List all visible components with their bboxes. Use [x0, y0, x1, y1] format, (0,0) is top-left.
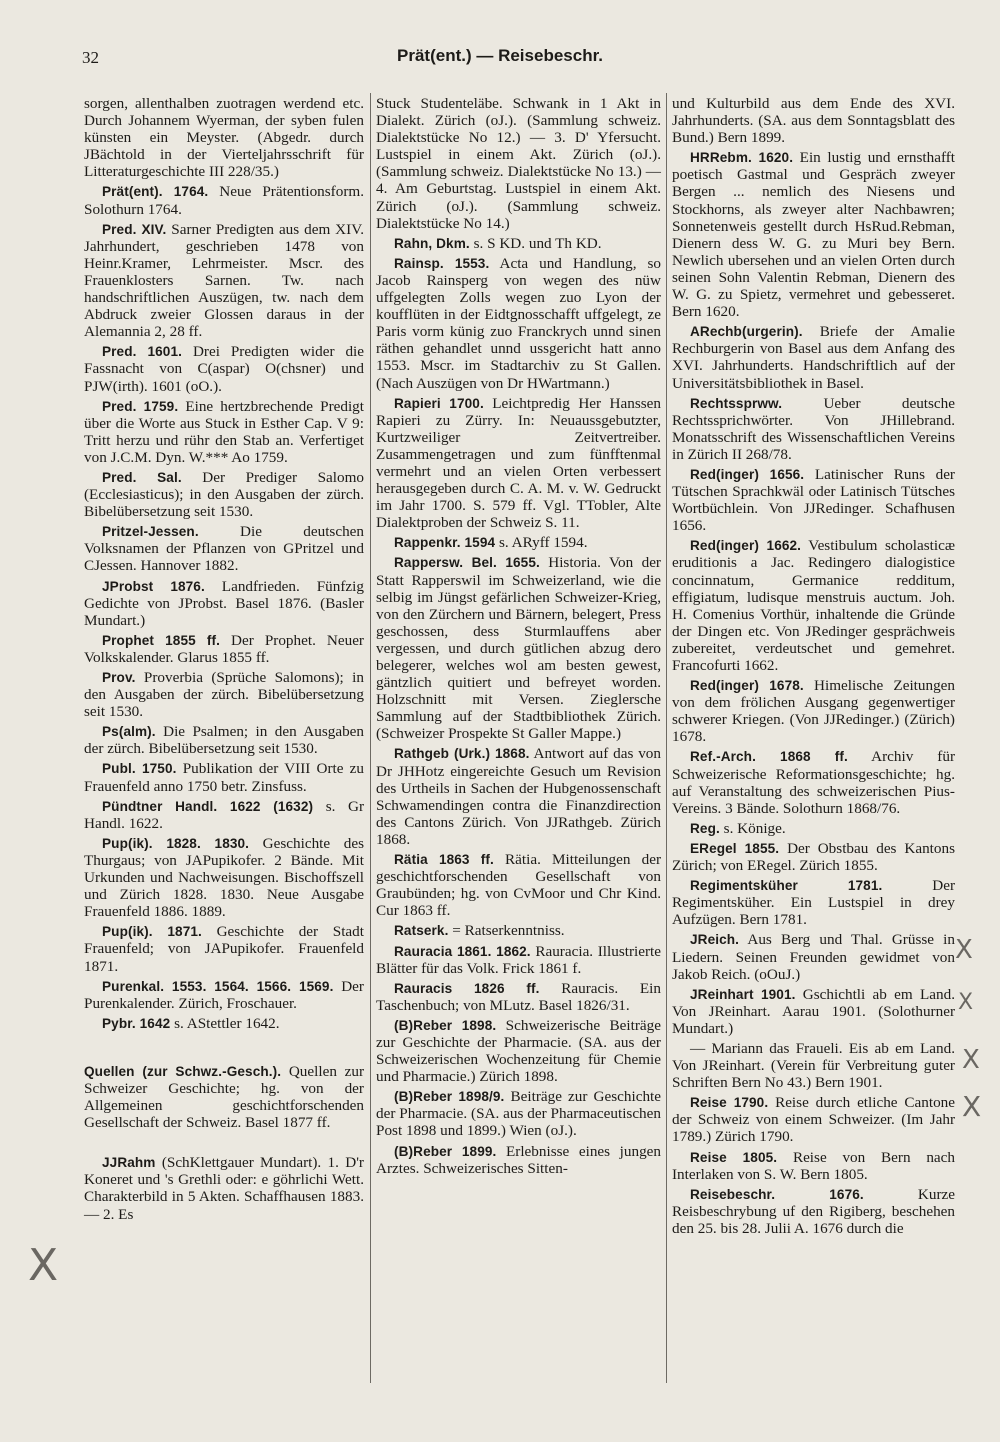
dictionary-entry: [672, 537, 955, 674]
entry-keyword: Red(inger) 1662.: [690, 538, 802, 554]
entry-text: Archiv für Schweizerische Reformationsgeschichte; hg. auf Veranstaltung des schweizerischen Pius-Vereins. 3 Bände. Solothurn 1868/76.: [672, 748, 956, 817]
entry-keyword: Ref.-Arch. 1868 ff.: [690, 749, 848, 765]
dictionary-entry: [84, 183, 364, 217]
entry-keyword: (B)Reber 1898/9.: [394, 1089, 505, 1105]
entry-text: Rauracis. Ein Taschenbuch; von MLutz. Basel 1826/31.: [376, 979, 661, 1014]
entry-text: Der Regimentsküher. Ein Lustspiel in drey Aufzügen. Bern 1781.: [672, 877, 956, 929]
dictionary-entry: [84, 835, 364, 920]
entry-text: = Ratserkenntniss.: [452, 922, 565, 940]
entry-text: Publikation der VIII Orte zu Frauenfeld anno 1750 betr. Zinsfuss.: [84, 760, 364, 795]
entry-text: Der Obstbau des Kantons Zürich; von ERegel. Zürich 1855.: [672, 839, 955, 875]
dictionary-entry: [672, 466, 955, 534]
entry-keyword: Pup(ik). 1828. 1830.: [102, 835, 250, 851]
entry-keyword: (B)Reber 1898.: [394, 1017, 497, 1033]
entry-text: Sarner Predigten aus dem XIV. Jahrhundert, geschrieben 1478 von Heinr.Kramer, Lehrmeister. Mscr. des Frauenklosters Sarnen. Tw. nach handschriftlichen Auszügen, tw. nach dem Abdruck zweier Glossen daraus in der Alemannia 2, 28 ff.: [84, 220, 364, 341]
handwritten-x-mark: X: [962, 1045, 980, 1075]
entry-keyword: Pritzel-Jessen.: [102, 524, 199, 540]
dictionary-entry: [672, 1094, 955, 1145]
dictionary-entry: [672, 677, 955, 745]
dictionary-entry: [376, 255, 661, 392]
dictionary-entry: [672, 1040, 955, 1091]
entry-keyword: Pred. 1759.: [102, 398, 179, 414]
entry-keyword: JReinhart 1901.: [690, 986, 796, 1002]
dictionary-entry: [376, 554, 661, 742]
dictionary-entry: [672, 931, 955, 982]
entry-text: (SchKlettgauer Mundart). 1. D'r Koneret und 's Grethli oder: e göhrlichi Wett. Charakterbild in 5 Akten. Schaffhausen 1883. — 2. Es: [84, 1154, 364, 1223]
dictionary-entry: [672, 95, 955, 146]
handwritten-x-mark: X: [962, 1090, 982, 1123]
dictionary-entry: [84, 469, 364, 520]
section-gap: [84, 1035, 364, 1063]
entry-text: s. Könige.: [723, 819, 786, 837]
entry-text: Reise von Bern nach Interlaken von S. W. Bern 1805.: [672, 1148, 955, 1183]
entry-keyword: Rappersw. Bel. 1655.: [394, 555, 540, 571]
entry-keyword: Pündtner Handl. 1622 (1632): [102, 798, 314, 814]
dictionary-entry: [672, 986, 955, 1037]
dictionary-entry: [84, 632, 364, 666]
entry-text: s. ARyff 1594.: [498, 534, 588, 552]
dictionary-entry: [84, 723, 364, 757]
entry-text: Ueber deutsche Rechtssprichwörter. Von JHillebrand. Monatsschrift des Wissenschaftlichen Vereins in Zürich II 268/78.: [672, 394, 955, 463]
dictionary-entry: [84, 1015, 364, 1032]
handwritten-x-mark: X: [955, 935, 973, 965]
entry-keyword: Pred. XIV.: [102, 221, 167, 237]
dictionary-entry: [376, 851, 661, 919]
dictionary-entry: [376, 922, 661, 939]
dictionary-entry: [672, 820, 955, 837]
dictionary-entry: [84, 343, 364, 394]
dictionary-entry: [84, 523, 364, 574]
entry-keyword: Red(inger) 1678.: [690, 678, 804, 694]
dictionary-entry: [376, 1017, 661, 1085]
dictionary-entry: [84, 578, 364, 629]
entry-text: Der Prophet. Neuer Volkskalender. Glarus 1855 ff.: [84, 631, 364, 666]
running-head: Prät(ent.) — Reisebeschr.: [397, 46, 603, 65]
entry-text: Erlebnisse eines jungen Arztes. Schweizerisches Sitten-: [376, 1142, 661, 1177]
dictionary-entry: [672, 877, 955, 928]
entry-text: Quellen zur Schweizer Geschichte; hg. von der Allgemeinen geschichtforschenden Gesellschaft der Schweiz. Basel 1877 ff.: [84, 1062, 364, 1132]
entry-keyword: Publ. 1750.: [102, 761, 177, 777]
entry-keyword: Rätia 1863 ff.: [394, 852, 494, 868]
entry-keyword: Reise 1805.: [690, 1149, 778, 1165]
entry-text: Aus Berg und Thal. Grüsse in Liedern. Seinen Freunden gewidmet von Jakob Reich. (oOuJ.): [672, 931, 955, 983]
entry-text: Latinischer Runs der Tütschen Sprachkwäl oder Latinisch Tütsches Wortbüchlein. Von JJRedinger. Schafhusen 1656.: [672, 465, 955, 535]
dictionary-entry: [84, 798, 364, 832]
entry-text: Himelische Zeitungen von dem frölichen Ausgang gegenwertiger schwerer Kriegen. (Von JJRedinger.) (Zürich) 1678.: [672, 677, 955, 746]
entry-text: Beiträge zur Geschichte der Pharmacie. (SA. aus der Pharmaceutischen Post 1898 und 1899.) Wien (oJ.).: [376, 1088, 662, 1140]
entry-keyword: Reisebeschr. 1676.: [690, 1186, 864, 1202]
entry-keyword: JJRahm: [102, 1155, 156, 1171]
entry-keyword: Rauracia 1861. 1862.: [394, 943, 531, 959]
dictionary-entry: [84, 1154, 364, 1222]
dictionary-entry: [376, 1143, 661, 1177]
entry-keyword: Rathgeb (Urk.) 1868.: [394, 746, 530, 762]
entry-keyword: Purenkal. 1553. 1564. 1566. 1569.: [102, 978, 334, 994]
dictionary-entry: [672, 1186, 955, 1237]
entry-text: Die Psalmen; in den Ausgaben der zürch. Bibelübersetzung seit 1530.: [84, 723, 364, 758]
entry-keyword: Reg.: [690, 820, 720, 836]
dictionary-entry: [376, 943, 661, 977]
entry-keyword: Rahn, Dkm.: [394, 235, 470, 251]
dictionary-entry: [376, 395, 661, 532]
entry-keyword: ERegel 1855.: [690, 840, 780, 856]
entry-text: Proverbia (Sprüche Salomons); in den Ausgaben der zürch. Bibelübersetzung seit 1530.: [84, 669, 364, 721]
entry-keyword: ARechb(urgerin).: [690, 324, 803, 340]
entry-text: Die deutschen Volksnamen der Pflanzen von GPritzel und CJessen. Hannover 1882.: [84, 523, 365, 575]
entry-keyword: Pred. 1601.: [102, 344, 183, 360]
entry-text: Kurze Reisbeschrybung uf den Rigiberg, beschehen den 25. bis 28. Julii A. 1676 durch die: [672, 1185, 955, 1237]
dictionary-entry: [84, 923, 364, 974]
entry-text: Der Prediger Salomo (Ecclesiasticus); in den Ausgaben der zürch. Bibelübersetzung seit 1530.: [84, 468, 365, 521]
entry-keyword: Rauracis 1826 ff.: [394, 980, 540, 996]
dictionary-entry: [672, 323, 955, 391]
entry-keyword: Rainsp. 1553.: [394, 255, 490, 271]
entry-text: Antwort auf das von Dr JHHotz eingereichte Gesuch um Revision des Urtheils in Sachen der Hubgenossenschaft Schwamendingen contra die Finanzdirection des Cantons Zürich. Von JJRathgeb. Zürich 1868.: [376, 745, 661, 848]
dictionary-entry: [376, 745, 661, 848]
entry-text: Leichtpredig Her Hanssen Rapieri zu Zürry. In: Neuaussgebutzter, Kurtzweiliger Zeitvertreiber. Zusammengetragen und zum fünfftenmal vermehrt und an vielen Orten verbessert herausgegeben durch C. A. M. v. W. Gedruckt im Jahr 1700. S. 579 ff. Vgl. TTobler, Alte Dialektproben der Schweiz S. 11.: [376, 394, 661, 532]
entry-keyword: Prät(ent). 1764.: [102, 184, 209, 200]
entry-keyword: Quellen (zur Schwz.-Gesch.).: [84, 1063, 282, 1079]
dictionary-entry: [672, 840, 955, 874]
entry-keyword: Regimentsküher 1781.: [690, 878, 883, 894]
entry-text: Rauracia. Illustrierte Blätter für das Volk. Frick 1861 f.: [376, 942, 661, 977]
entry-text: — Mariann das Fraueli. Eis ab em Land. Von JReinhart. (Verein für Verbreitung guter Schriften Bern No 43.) Bern 1901.: [672, 1039, 955, 1092]
entry-text: Landfrieden. Fünfzig Gedichte von JProbst. Basel 1876. (Basler Mundart.): [84, 577, 364, 629]
column-rule: [666, 93, 667, 1383]
entry-keyword: Red(inger) 1656.: [690, 466, 805, 482]
entry-keyword: Rappenkr. 1594: [394, 535, 496, 551]
entry-text: Eine hertzbrechende Predigt über die Worte aus Stuck in Esther Cap. V 9: Tritt herzu und rühr den Stab an. Verfertiget von J.C.M. Dyn. W.*** Ao 1759.: [84, 397, 364, 466]
entry-keyword: Reise 1790.: [690, 1095, 769, 1111]
entry-text: Geschichte der Stadt Frauenfeld; von JAPupikofer. Frauenfeld 1871.: [84, 923, 364, 975]
entry-text: Reise durch etliche Cantone der Schweiz von einem Schweizer. (Im Jahr 1789.) Zürich 1790.: [672, 1094, 955, 1146]
entry-text: Ein lustig und ernsthafft poetisch Gastmal und Gespräch zweyer Bergen ... nemlich des Niesens und Stockhorns, als zweyer alter Nachbawren; Sonnetenweis gestellt durch HsRud.Rebman, Dienern dess W. G. zu Muri bey Bern. Newlich ubersehen und an vielen Orten durch seinen Sohn Valentin Rebman, Dienern des W. G. zu Spietz, vermehret und gebesseret. Bern 1620.: [672, 149, 955, 321]
entry-keyword: Pybr. 1642: [102, 1015, 171, 1031]
dictionary-entry: [376, 95, 661, 232]
entry-text: Briefe der Amalie Rechburgerin von Basel aus dem Anfang des XVI. Jahrhunderts. Handschriftlich auf der Universitätsbibliothek in Basel.: [672, 323, 956, 392]
dictionary-entry: [84, 95, 364, 180]
entry-text: s. Gr Handl. 1622.: [84, 797, 364, 832]
entry-text: Der Purenkalender. Zürich, Froschauer.: [84, 977, 364, 1012]
entry-keyword: Prov.: [102, 670, 136, 685]
dictionary-entry: [84, 978, 364, 1012]
page-number: 32: [82, 48, 99, 67]
dictionary-entry: [672, 1149, 955, 1183]
dictionary-entry: [672, 149, 955, 320]
entry-keyword: (B)Reber 1899.: [394, 1143, 497, 1159]
dictionary-entry: [672, 748, 955, 816]
entry-text: Neue Prätentionsform. Solothurn 1764.: [84, 183, 365, 218]
entry-keyword: Rapieri 1700.: [394, 395, 484, 411]
dictionary-entry: [376, 235, 661, 252]
entry-text: s. S KD. und Th KD.: [473, 234, 602, 252]
dictionary-entry: [84, 221, 364, 341]
dictionary-entry: [84, 760, 364, 794]
dictionary-entry: [84, 398, 364, 466]
column-1: [84, 95, 364, 1226]
entry-keyword: JProbst 1876.: [102, 578, 205, 594]
entry-keyword: Rechtssprww.: [690, 395, 783, 411]
handwritten-x-mark: X: [28, 1240, 59, 1291]
entry-keyword: Pup(ik). 1871.: [102, 924, 202, 940]
dictionary-entry: [376, 980, 661, 1014]
entry-text: Vestibulum scholasticæ eruditionis a Jac. Redingero dialogistice concinnatum, Germanice redditum, effigiatum, ludisque menstruis auctum. Joh. H. Comenius Vorthür, inhaltende die Gründe der Dingen etc. Von JRedinger gesprächweis zubereitet, verdeutschet und gemehret. Francofurti 1662.: [672, 537, 955, 674]
entry-keyword: Ratserk.: [394, 923, 449, 939]
section-gap: [84, 1134, 364, 1154]
column-2: [376, 95, 661, 1180]
column-3: [672, 95, 955, 1240]
entry-keyword: Pred. Sal.: [102, 469, 182, 485]
dictionary-entry: [672, 395, 955, 463]
entry-text: Stuck Studenteläbe. Schwank in 1 Akt in Dialekt. Zürich (oJ.). (Sammlung schweiz. Dialektstücke No 12.) — 3. D' Yfersucht. Lustspiel in einem Akt. Zürich (oJ.). (Sammlung schweiz. Dialektstücke No 13.) — 4. Am Geburtstag. Lustspiel in einem Akt. Zürich (oJ.). (Sammlung schweiz. Dialektstücke No 14.): [376, 95, 661, 232]
entry-text: s. AStettler 1642.: [174, 1014, 280, 1032]
entry-keyword: Prophet 1855 ff.: [102, 632, 221, 648]
entry-text: Gschichtli ab em Land. Von JReinhart. Aarau 1901. (Solothurner Mundart.): [672, 985, 955, 1037]
dictionary-entry: [84, 669, 364, 720]
entry-text: Schweizerische Beiträge zur Geschichte der Pharmacie. (SA. aus der Schweizerischen Wochenzeitung für Chemie und Pharmacie.) Zürich 1898.: [376, 1016, 661, 1086]
handwritten-x-mark: X: [958, 990, 974, 1015]
entry-text: Acta und Handlung, so Jacob Rainsperg von wegen des nüw uffgelegten Zolls wegen zuo Lyon der koufflüten in der Eidtgnosschafft uffgelegt, ze Paris vorm künig zuo Franckrych unnd sinen räthen gehandlet unnd ussgericht hatt anno 1553. Mscr. im Stadtarchiv zu St Gallen. (Nach Auszügen von Dr HWartmann.): [376, 254, 661, 392]
entry-text: Geschichte des Thurgaus; von JAPupikofer. 2 Bände. Mit Urkunden und Nachweisungen. Bischoffszell und Zürich 1828. 1830. Neue Ausgabe Frauenfeld 1886. 1889.: [84, 834, 364, 921]
entry-keyword: HRRebm. 1620.: [690, 150, 794, 166]
column-rule: [370, 93, 371, 1383]
entry-text: Rätia. Mitteilungen der geschichtforschenden Gesellschaft von Graubünden; hg. von CvMoor und Chr Kind. Cur 1863 ff.: [376, 851, 661, 920]
dictionary-entry: [376, 1088, 661, 1139]
entry-keyword: Ps(alm).: [102, 724, 156, 740]
entry-text: sorgen, allenthalben zuotragen werdend etc. Durch Johannem Wyerman, der syben fulen künsten ein Meyster. (Abgedr. durch JBächtold in der Vierteljahrsschrift für Litteraturgeschichte III 228/35.): [84, 95, 364, 181]
dictionary-entry: [84, 1063, 364, 1131]
entry-text: Historia. Von der Statt Rapperswil im Schweizerland, wie die selbig im Jüngst gefärlichen Schweizer-Krieg, von den Zürchern und Bärnern, belegert, Press geschossen, dess Sturmlauffens aber vergessen, und durch gütlichen abzug dero belegerer, welches wol am besten gewest, gäntzlich quitiert und befreyet worden. Holzschnitt mit Versen. Zieglersche Sammlung auf der Stadtbibliothek Zürich. (Schweizer Prospekte St Galler Mappe.): [376, 554, 661, 743]
entry-keyword: JReich.: [690, 932, 740, 948]
dictionary-entry: [376, 534, 661, 551]
entry-text: Drei Predigten wider die Fassnacht von C(aspar) O(chsner) und PJW(irth). 1601 (oO.).: [84, 343, 365, 395]
entry-text: und Kulturbild aus dem Ende des XVI. Jahrhunderts. (SA. aus dem Sonntagsblatt des Bund.) Bern 1899.: [672, 95, 955, 147]
